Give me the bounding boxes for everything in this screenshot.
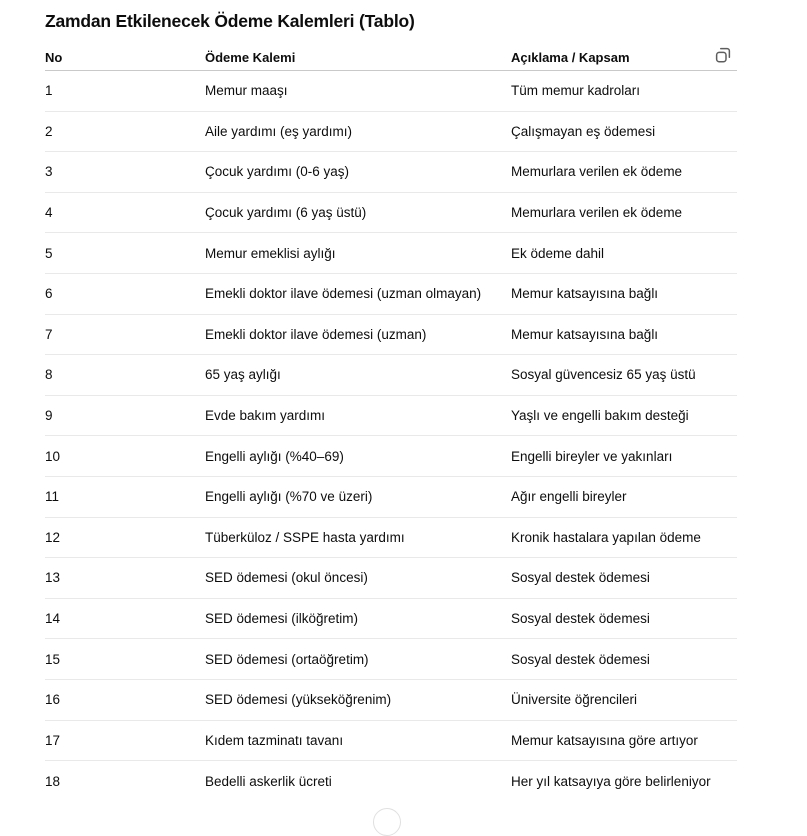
- cell-no: 9: [45, 408, 53, 424]
- cell-desc: Çalışmayan eş ödemesi: [511, 123, 656, 139]
- cell-no: 8: [45, 367, 53, 383]
- table-header: [45, 44, 737, 71]
- table-row: [45, 355, 737, 396]
- table-body: [45, 71, 737, 802]
- table-row: [45, 761, 737, 802]
- cell-no: 13: [45, 570, 61, 586]
- table-card: [45, 0, 737, 802]
- table-row: [45, 71, 737, 112]
- cell-desc: Sosyal destek ödemesi: [511, 651, 650, 667]
- table-row: [45, 680, 737, 721]
- cell-item: 65 yaş aylığı: [205, 367, 281, 383]
- table-row: [45, 396, 737, 437]
- cell-item: Çocuk yardımı (6 yaş üstü): [205, 205, 367, 221]
- table-row: [45, 721, 737, 762]
- cell-no: 3: [45, 164, 53, 180]
- cell-item: SED ödemesi (yükseköğrenim): [205, 692, 392, 708]
- cell-item: Memur maaşı: [205, 83, 288, 99]
- cell-no: 11: [45, 489, 60, 505]
- cell-desc: Üniversite öğrencileri: [511, 692, 638, 708]
- cell-item: Emekli doktor ilave ödemesi (uzman): [205, 326, 427, 342]
- cell-item: SED ödemesi (ortaöğretim): [205, 651, 369, 667]
- cell-no: 15: [45, 651, 61, 667]
- table-row: [45, 477, 737, 518]
- cell-item: SED ödemesi (okul öncesi): [205, 570, 368, 586]
- cell-desc: Memur katsayısına bağlı: [511, 326, 659, 342]
- cell-item: Emekli doktor ilave ödemesi (uzman olmayan): [205, 286, 482, 302]
- copy-icon: [714, 46, 732, 64]
- cell-desc: Yaşlı ve engelli bakım desteği: [511, 408, 689, 424]
- cell-no: 7: [45, 326, 53, 342]
- cell-item: Tüberküloz / SSPE hasta yardımı: [205, 529, 405, 545]
- cell-no: 12: [45, 529, 61, 545]
- cell-no: 10: [45, 448, 61, 464]
- page-title: Zamdan Etkilenecek Ödeme Kalemleri (Tablo): [45, 11, 415, 31]
- cell-item: Engelli aylığı (%70 ve üzeri): [205, 489, 373, 505]
- cell-no: 2: [45, 123, 53, 139]
- cell-desc: Sosyal güvencesiz 65 yaş üstü: [511, 367, 696, 383]
- table-row: [45, 112, 737, 153]
- table-row: [45, 558, 737, 599]
- cell-no: 18: [45, 773, 61, 789]
- cell-item: SED ödemesi (ilköğretim): [205, 611, 359, 627]
- cell-desc: Her yıl katsayıya göre belirleniyor: [511, 773, 711, 789]
- column-header-desc: Açıklama / Kapsam: [511, 49, 630, 65]
- cell-desc: Engelli bireyler ve yakınları: [511, 448, 673, 464]
- cell-no: 17: [45, 732, 61, 748]
- cell-desc: Ek ödeme dahil: [511, 245, 605, 261]
- table-row: [45, 639, 737, 680]
- cell-no: 16: [45, 692, 61, 708]
- table-row: [45, 315, 737, 356]
- cell-item: Bedelli askerlik ücreti: [205, 773, 332, 789]
- cell-desc: Sosyal destek ödemesi: [511, 570, 650, 586]
- cell-no: 6: [45, 286, 53, 302]
- cell-desc: Sosyal destek ödemesi: [511, 611, 650, 627]
- cell-desc: Ağır engelli bireyler: [511, 489, 627, 505]
- cell-no: 1: [45, 83, 53, 99]
- table-row: [45, 193, 737, 234]
- cell-desc: Memurlara verilen ek ödeme: [511, 164, 683, 180]
- scroll-down-button[interactable]: [373, 808, 401, 836]
- table-row: [45, 233, 737, 274]
- cell-desc: Memurlara verilen ek ödeme: [511, 205, 683, 221]
- copy-button[interactable]: [710, 42, 736, 68]
- cell-item: Aile yardımı (eş yardımı): [205, 123, 353, 139]
- cell-no: 5: [45, 245, 53, 261]
- table-row: [45, 436, 737, 477]
- cell-item: Çocuk yardımı (0-6 yaş): [205, 164, 350, 180]
- cell-desc: Memur katsayısına göre artıyor: [511, 732, 698, 748]
- table-row: [45, 152, 737, 193]
- cell-no: 4: [45, 205, 53, 221]
- column-header-item: Ödeme Kalemi: [205, 49, 296, 65]
- cell-item: Engelli aylığı (%40–69): [205, 448, 344, 464]
- table-row: [45, 274, 737, 315]
- cell-desc: Tüm memur kadroları: [511, 83, 641, 99]
- cell-no: 14: [45, 611, 61, 627]
- column-header-no: No: [45, 49, 63, 65]
- cell-item: Evde bakım yardımı: [205, 408, 326, 424]
- table-row: [45, 599, 737, 640]
- cell-item: Kıdem tazminatı tavanı: [205, 732, 344, 748]
- table-row: [45, 518, 737, 559]
- cell-item: Memur emeklisi aylığı: [205, 245, 336, 261]
- cell-desc: Kronik hastalara yapılan ödeme: [511, 529, 701, 545]
- cell-desc: Memur katsayısına bağlı: [511, 286, 659, 302]
